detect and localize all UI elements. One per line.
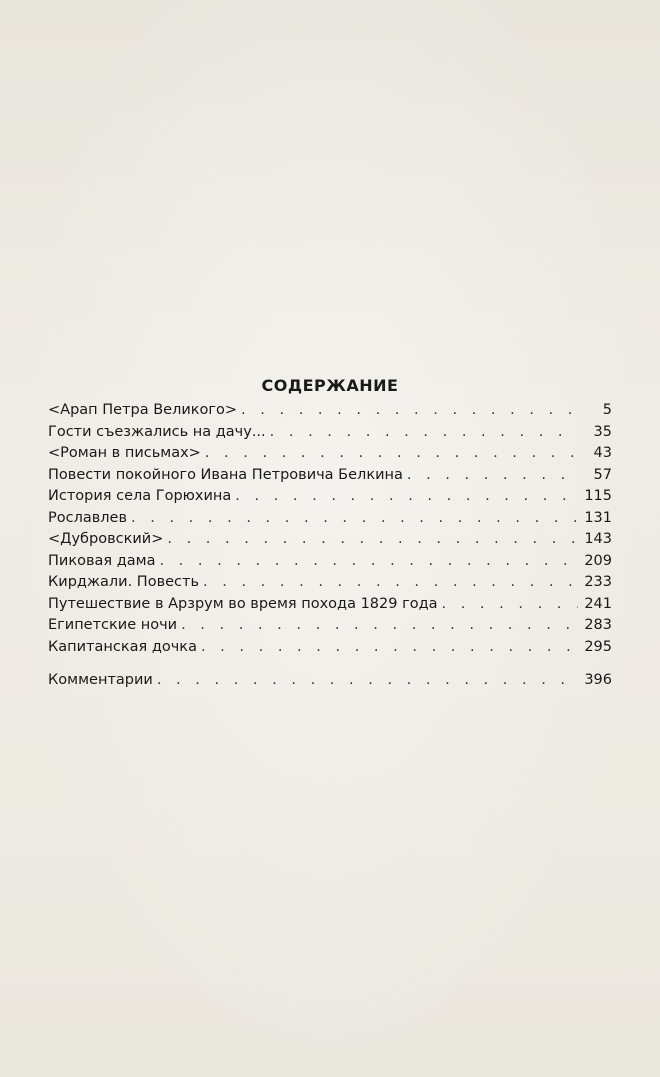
toc-entry-page: 115 <box>584 488 612 504</box>
toc-entry-page: 131 <box>584 509 612 526</box>
dot-leader <box>197 639 578 655</box>
dot-leader <box>266 424 578 440</box>
toc-entry-page: 396 <box>584 672 612 688</box>
toc-entry-page: 143 <box>584 531 612 547</box>
dot-leader <box>163 531 578 547</box>
toc-entry <box>48 467 612 489</box>
toc-entry-title: Пиковая дама <box>48 552 156 569</box>
toc-entry-title: Путешествие в Арзрум во время похода 1829 года <box>48 595 438 612</box>
dot-leader <box>199 574 578 590</box>
toc-entry-page: 35 <box>593 423 612 440</box>
toc-entry <box>48 531 612 553</box>
toc-entry <box>48 672 612 694</box>
toc-entry <box>48 639 612 661</box>
dot-leader <box>177 617 578 633</box>
toc-entry-title: <Дубровский> <box>48 531 164 547</box>
toc-entry <box>48 510 612 532</box>
toc-entry <box>48 574 612 596</box>
toc-entry <box>48 445 612 467</box>
toc-entry-title: Египетские ночи <box>48 617 178 633</box>
toc-entry-page: 5 <box>602 402 612 418</box>
toc-entry-page: 43 <box>593 445 612 461</box>
dot-leader <box>155 553 578 569</box>
toc-entry <box>48 402 612 424</box>
toc-entry-title: <Роман в письмах> <box>48 445 201 461</box>
toc-entry-page: 233 <box>584 574 612 590</box>
toc-entry <box>48 596 612 618</box>
dot-leader <box>127 510 578 526</box>
toc-entry-page: 295 <box>584 638 612 655</box>
toc-entry-title: Капитанская дочка <box>48 638 197 655</box>
dot-leader <box>403 467 578 483</box>
toc-entry-title: Гости съезжались на дачу... <box>48 423 266 440</box>
toc-entry-title: Рославлев <box>48 509 128 526</box>
toc-entry-title: Повести покойного Ивана Петровича Белкина <box>48 466 403 483</box>
toc-entry <box>48 617 612 639</box>
toc-entry-title: <Арап Петра Великого> <box>48 402 238 418</box>
dot-leader <box>231 488 578 504</box>
dot-leader <box>237 402 578 418</box>
contents-heading: СОДЕРЖАНИЕ <box>261 376 399 395</box>
toc-entry-page: 209 <box>584 552 612 569</box>
dot-leader <box>153 672 578 688</box>
toc-entry-page: 283 <box>584 617 612 633</box>
dot-leader <box>437 596 578 612</box>
toc-entry-title: Кирджали. Повесть <box>48 574 200 590</box>
toc-entry <box>48 553 612 575</box>
toc-entry <box>48 424 612 446</box>
toc-entry <box>48 488 612 510</box>
dot-leader <box>201 445 578 461</box>
toc-entry-title: Комментарии <box>48 672 153 688</box>
toc-entry-page: 241 <box>584 595 612 612</box>
toc-entry-title: История села Горюхина <box>48 488 232 504</box>
table-of-contents <box>48 402 612 694</box>
toc-entry-page: 57 <box>593 466 612 483</box>
